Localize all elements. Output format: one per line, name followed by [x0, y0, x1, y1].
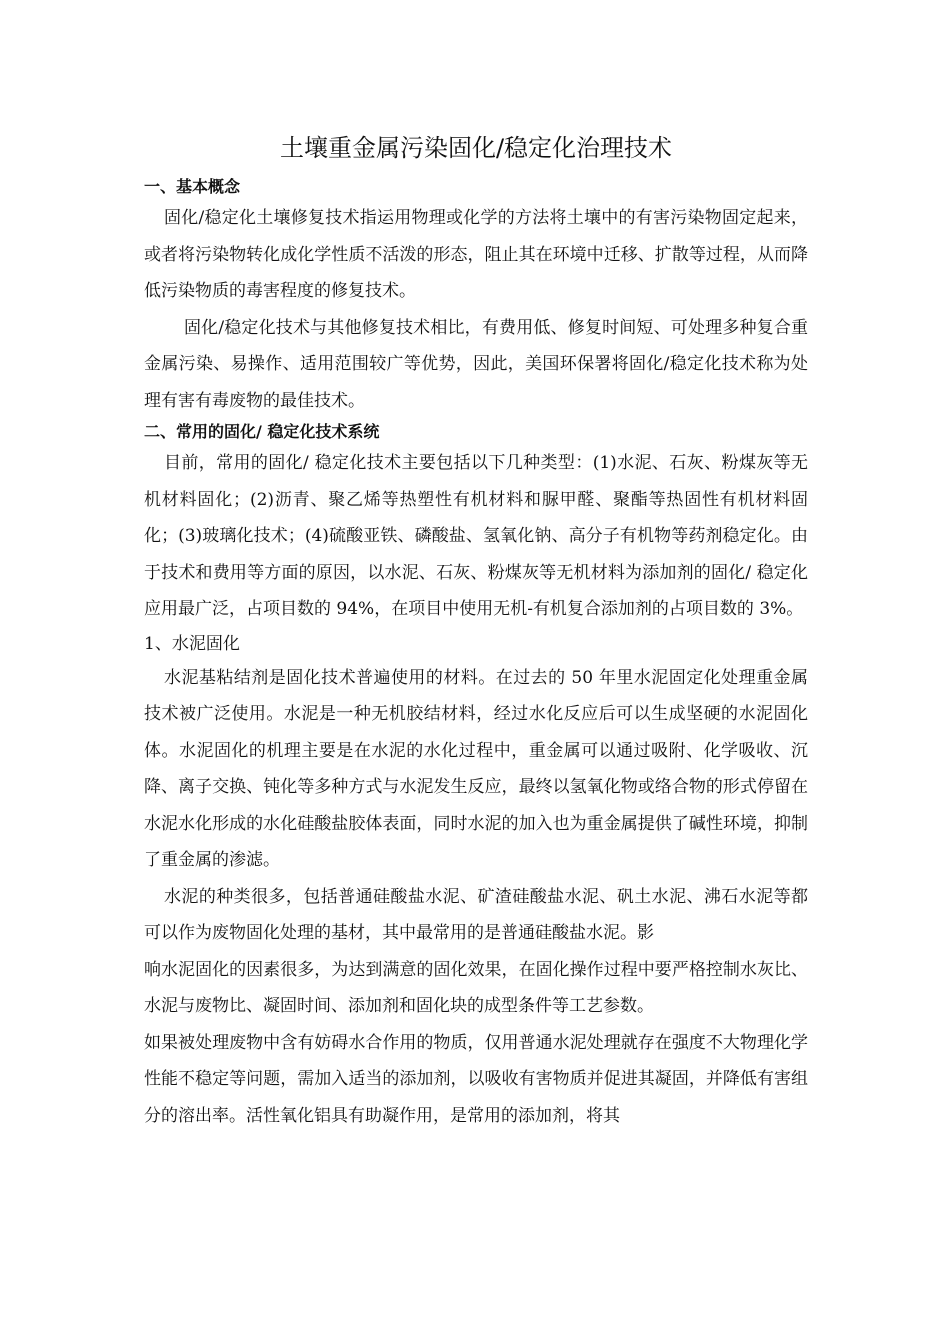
paragraph: 固化/稳定化技术与其他修复技术相比，有费用低、修复时间短、可处理多种复合重金属污染、易操作、适用范围较广等优势，因此，美国环保署将固化/稳定化技术称为处理有害有毒废物的最佳技术。: [144, 317, 808, 411]
paragraph: 响水泥固化的因素很多，为达到满意的固化效果，在固化操作过程中要严格控制水灰比、水泥与废物比、凝固时间、添加剂和固化块的成型条件等工艺参数。: [144, 959, 808, 1016]
paragraph: 水泥基粘结剂是固化技术普遍使用的材料。在过去的 50 年里水泥固定化处理重金属技术被广泛使用。水泥是一种无机胶结材料，经过水化反应后可以生成坚硬的水泥固化体。水泥固化的机理主要是在水泥的水化过程中，重金属可以通过吸附、化学吸收、沉降、离子交换、钝化等多种方式与水泥发生反应，最终以氢氧化物或络合物的形式停留在水泥水化形成的水化硅酸盐胶体表面，同时水泥的加入也为重金属提供了碱性环境，抑制了重金属的渗滤。: [144, 667, 808, 870]
page-title: 土壤重金属污染固化/稳定化治理技术: [279, 134, 673, 162]
paragraph: 固化/稳定化土壤修复技术指运用物理或化学的方法将土壤中的有害污染物固定起来，或者将污染物转化成化学性质不活泼的形态，阻止其在环境中迁移、扩散等过程，从而降低污染物质的毒害程度的修复技术。: [144, 208, 808, 301]
document-body: [144, 128, 808, 1134]
section-heading-basic-concept: 一、基本概念: [144, 177, 241, 196]
paragraph: 目前，常用的固化/ 稳定化技术主要包括以下几种类型：(1)水泥、石灰、粉煤灰等无机材料固化；(2)沥青、聚乙烯等热塑性有机材料和脲甲醛、聚酯等热固性有机材料固化；(3)玻璃化技术；(4)硫酸亚铁、磷酸盐、氢氧化钠、高分子有机物等药剂稳定化。由于技术和费用等方面的原因，以水泥、石灰、粉煤灰等无机材料为添加剂的固化/ 稳定化应用最广泛，占项目数的 94%，在项目中使用无机-有机复合添加剂的占项目数的 3%。: [144, 453, 808, 619]
paragraph: 水泥的种类很多，包括普通硅酸盐水泥、矿渣硅酸盐水泥、矾土水泥、沸石水泥等都可以作为废物固化处理的基材，其中最常用的是普通硅酸盐水泥。影: [144, 886, 808, 943]
section-heading-common-systems: 二、常用的固化/ 稳定化技术系统: [144, 422, 380, 441]
subsection-heading-cement: 1、水泥固化: [144, 633, 240, 654]
paragraph: 如果被处理废物中含有妨碍水合作用的物质，仅用普通水泥处理就存在强度不大物理化学性能不稳定等问题，需加入适当的添加剂，以吸收有害物质并促进其凝固，并降低有害组分的溶出率。活性氧化铝具有助凝作用，是常用的添加剂，将其: [144, 1032, 808, 1126]
